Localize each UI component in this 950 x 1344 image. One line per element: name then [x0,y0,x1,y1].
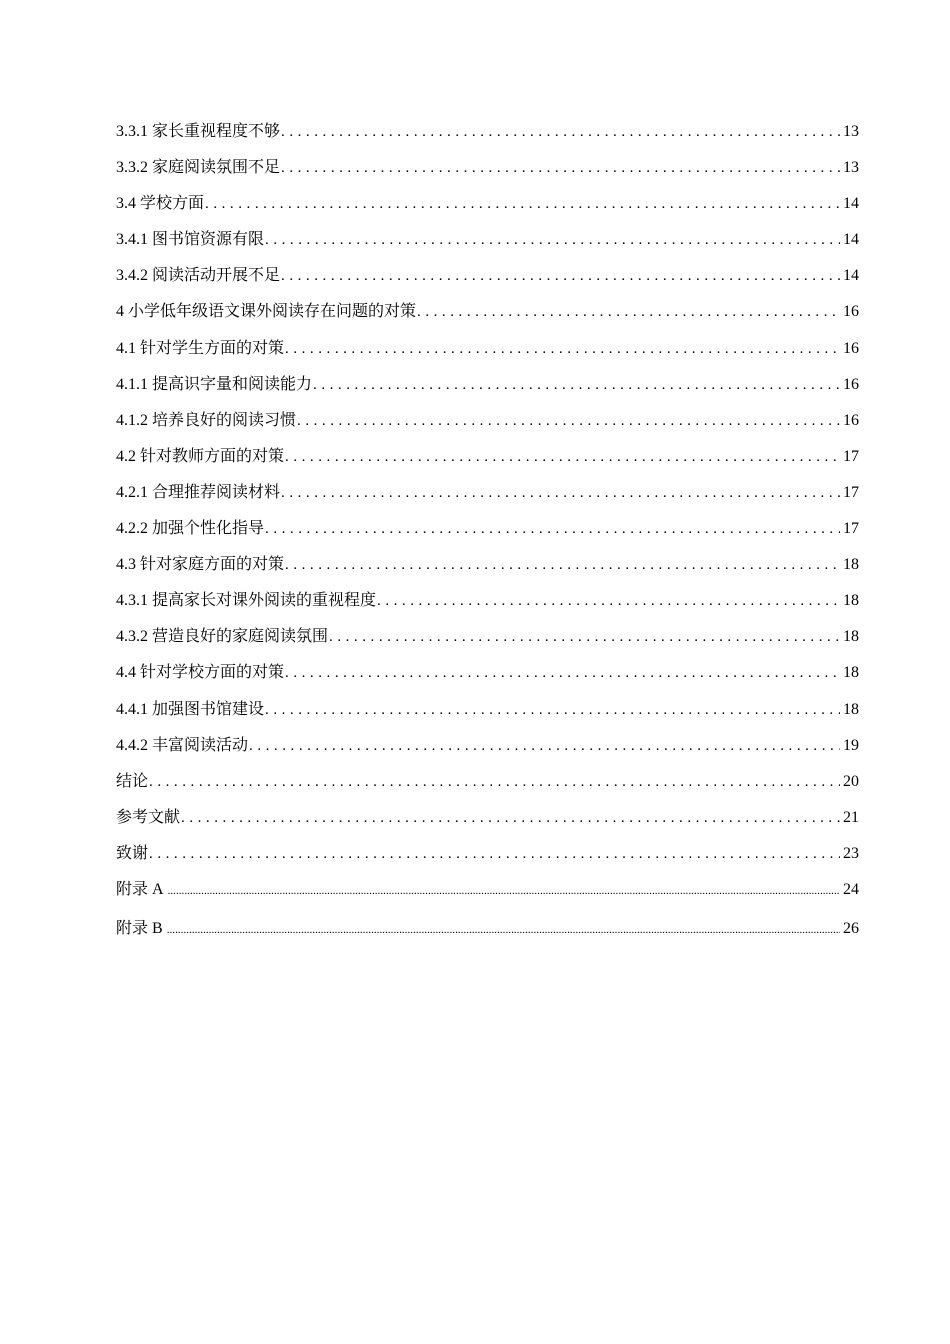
toc-entry-page: 16 [843,339,859,357]
toc-entry[interactable] [116,551,859,587]
toc-dot-leader [285,449,840,466]
toc-entry[interactable] [116,876,859,915]
toc-entry-title: 4.3 针对家庭方面的对策 [116,556,285,574]
toc-entry-page: 23 [843,844,859,862]
toc-entry-title: 3.3.2 家庭阅读氛围不足 [116,159,281,177]
toc-entry[interactable] [116,443,859,479]
toc-entry-title: 3.4 学校方面 [116,195,205,213]
toc-dot-leader [149,774,840,791]
toc-entry-page: 13 [843,159,859,177]
toc-entry-page: 20 [843,772,859,790]
toc-entry-page: 14 [843,231,859,249]
toc-entry-page: 26 [843,919,859,937]
toc-entry[interactable] [116,407,859,443]
toc-entry[interactable] [116,226,859,262]
toc-entry[interactable] [116,768,859,804]
toc-entry-title: 附录 B [116,919,163,937]
toc-entry-title: 4.3.2 营造良好的家庭阅读氛围 [116,628,329,646]
toc-entry-title: 3.3.1 家长重视程度不够 [116,123,281,140]
toc-entry[interactable] [116,118,859,154]
toc-entry[interactable] [116,154,859,190]
toc-entry-title: 4.2.1 合理推荐阅读材料 [116,483,281,501]
toc-entry-title: 4.1.2 培养良好的阅读习惯 [116,411,297,429]
toc-dot-leader [281,124,840,141]
toc-entry[interactable] [116,515,859,551]
toc-entry-title: 3.4.1 图书馆资源有限 [116,231,265,249]
table-of-contents [116,118,859,954]
toc-entry[interactable] [116,804,859,840]
toc-dot-leader [265,232,840,249]
toc-dot-leader [265,702,840,719]
toc-dot-leader [285,341,840,358]
toc-dot-leader [285,557,840,574]
toc-dot-leader [181,810,840,827]
toc-dot-leader [168,885,840,897]
toc-entry-title: 4.1.1 提高识字量和阅读能力 [116,375,313,393]
toc-dot-leader [297,413,840,430]
toc-entry-title: 4.4.1 加强图书馆建设 [116,700,265,718]
toc-entry-page: 17 [843,447,859,465]
toc-entry-page: 24 [843,880,859,898]
toc-entry-title: 4.2 针对教师方面的对策 [116,447,285,465]
toc-entry-page: 18 [843,628,859,646]
toc-entry-page: 14 [843,195,859,213]
toc-dot-leader [281,485,840,502]
toc-entry-page: 16 [843,411,859,429]
toc-dot-leader [167,924,840,936]
toc-entry-page: 16 [843,303,859,321]
toc-entry[interactable] [116,623,859,659]
toc-entry-page: 14 [843,267,859,285]
toc-entry[interactable] [116,479,859,515]
toc-entry-page: 18 [843,556,859,574]
toc-entry-title: 结论 [116,772,149,790]
toc-entry-title: 致谢 [116,844,149,862]
toc-entry[interactable] [116,840,859,876]
toc-entry[interactable] [116,732,859,768]
toc-entry-page: 17 [843,483,859,501]
toc-entry-title: 4.4.2 丰富阅读活动 [116,736,249,754]
toc-dot-leader [285,665,840,682]
toc-entry[interactable] [116,298,859,334]
toc-entry-title: 4 小学低年级语文课外阅读存在问题的对策 [116,303,417,321]
toc-entry[interactable] [116,262,859,298]
toc-entry-title: 附录 A [116,880,164,898]
toc-dot-leader [281,268,840,285]
toc-dot-leader [377,593,840,610]
toc-entry-page: 13 [843,123,859,140]
toc-entry-page: 21 [843,808,859,826]
toc-dot-leader [265,521,840,538]
toc-entry-page: 19 [843,736,859,754]
toc-dot-leader [249,738,840,755]
toc-entry-title: 4.2.2 加强个性化指导 [116,520,265,538]
toc-entry-page: 18 [843,700,859,718]
toc-entry-title: 4.4 针对学校方面的对策 [116,664,285,682]
toc-entry-page: 17 [843,520,859,538]
toc-dot-leader [313,377,840,394]
toc-entry[interactable] [116,915,859,954]
toc-dot-leader [205,196,840,213]
toc-entry-title: 4.1 针对学生方面的对策 [116,339,285,357]
toc-entry[interactable] [116,335,859,371]
toc-entry-page: 18 [843,592,859,610]
toc-dot-leader [329,629,840,646]
toc-entry-page: 16 [843,375,859,393]
toc-entry[interactable] [116,696,859,732]
toc-entry[interactable] [116,659,859,695]
toc-entry[interactable] [116,587,859,623]
toc-entry-page: 18 [843,664,859,682]
toc-dot-leader [417,304,840,321]
toc-entry[interactable] [116,190,859,226]
toc-entry-title: 3.4.2 阅读活动开展不足 [116,267,281,285]
toc-dot-leader [281,160,840,177]
toc-dot-leader [149,846,840,863]
toc-entry[interactable] [116,371,859,407]
toc-entry-title: 参考文献 [116,808,181,826]
toc-entry-title: 4.3.1 提高家长对课外阅读的重视程度 [116,592,377,610]
